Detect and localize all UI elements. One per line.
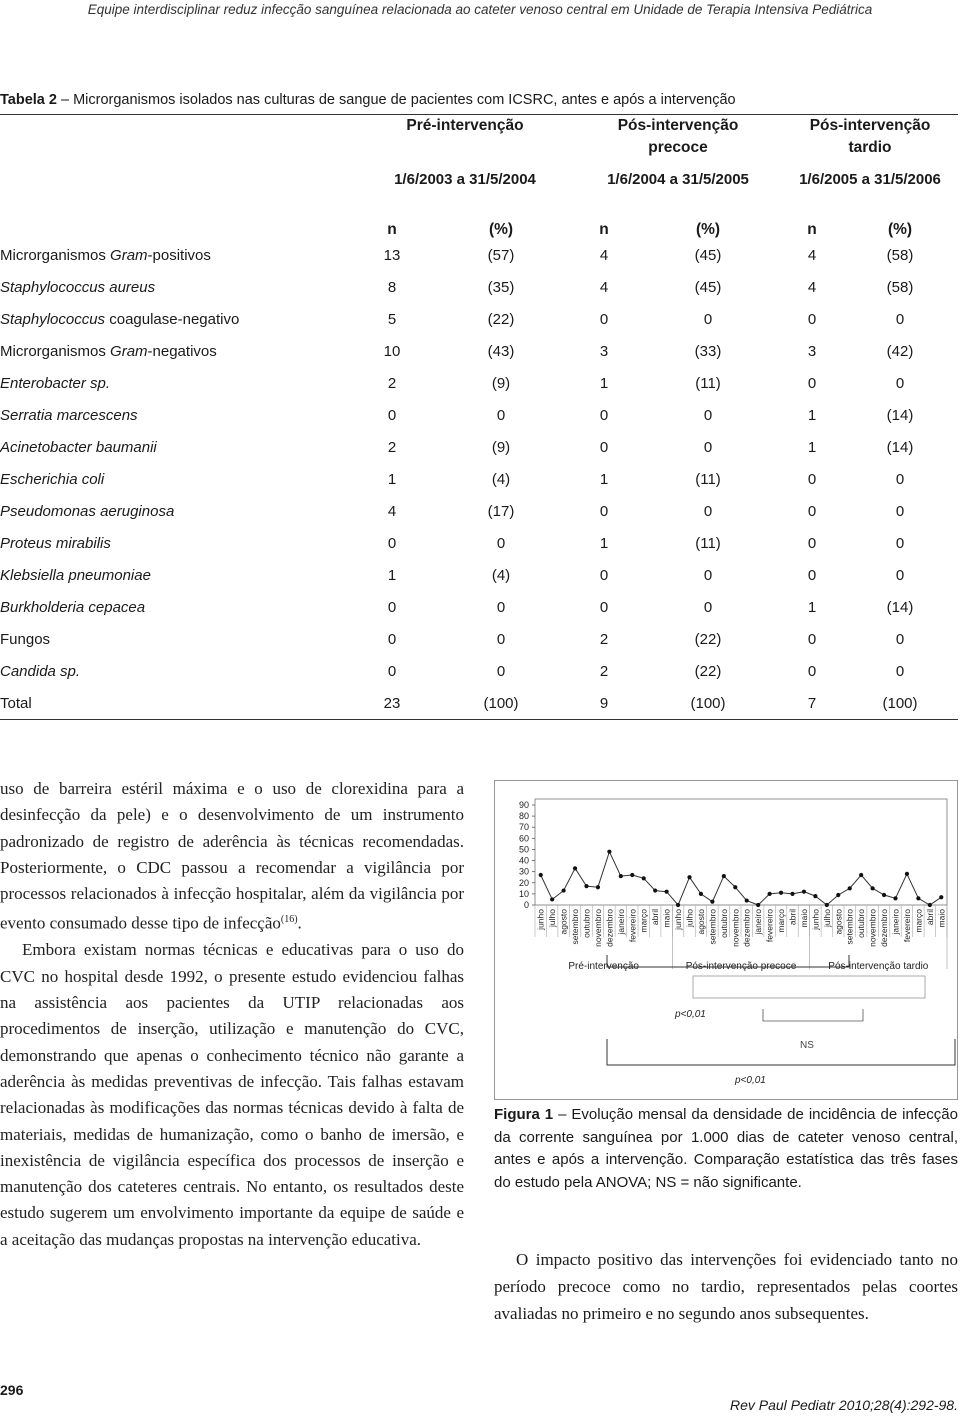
data-point xyxy=(825,903,829,907)
cell-count: 0 xyxy=(807,502,817,520)
cell-count: 0 xyxy=(387,662,397,680)
phase-label: Pré-intervenção xyxy=(568,961,639,972)
data-point xyxy=(802,890,806,894)
cell-percent: 0 xyxy=(703,310,713,328)
cell-percent: 0 xyxy=(895,470,905,488)
figure-caption-text: – Evolução mensal da densidade de incidência de infecção da corrente sanguínea por 1.000 dias de cateter venoso central, antes e após a intervenção. Comparação estatística das três fases do estudo pela ANOVA; NS = não significante. xyxy=(494,1106,958,1191)
x-tick-label: julho xyxy=(684,909,695,927)
x-tick-label: março xyxy=(913,909,924,933)
data-point xyxy=(687,875,691,879)
x-tick-label: agosto xyxy=(558,909,569,935)
x-tick-label: dezembro xyxy=(879,909,890,947)
cell-count: 1 xyxy=(807,598,817,616)
table-row xyxy=(0,527,958,559)
col-n: n xyxy=(807,221,817,238)
col-n: n xyxy=(599,221,609,238)
comparison-label: p<0,01 xyxy=(735,1075,766,1086)
cell-count: 1 xyxy=(807,406,817,424)
cell-percent: 0 xyxy=(895,630,905,648)
cell-percent: (45) xyxy=(694,278,722,296)
figure-1 xyxy=(494,780,958,1100)
table-caption-label: Tabela 2 xyxy=(0,92,57,108)
cell-percent: 0 xyxy=(703,502,713,520)
cell-count: 7 xyxy=(782,687,842,720)
microorganisms-table xyxy=(0,114,958,720)
data-point xyxy=(790,892,794,896)
cell-percent: (42) xyxy=(886,342,914,360)
data-point xyxy=(745,898,749,902)
x-tick-label: janeiro xyxy=(890,909,901,935)
cell-count: 0 xyxy=(807,662,817,680)
x-tick-label: novembro xyxy=(730,909,741,947)
figure-caption xyxy=(494,1104,958,1194)
cell-percent: 0 xyxy=(895,662,905,680)
data-point xyxy=(848,886,852,890)
data-point xyxy=(619,874,623,878)
page-number: 296 xyxy=(0,1382,24,1398)
cell-percent: (45) xyxy=(694,246,722,264)
data-point xyxy=(733,885,737,889)
paragraph: uso de barreira estéril máxima e o uso de clorexidina para a desinfecção da pele) e o desenvolvimento de um instrumento padronizado de registro de aderência às técnicas recomendadas. Posteriormente, o CDC passou a recomendar a vigilância por processos relacionados à infecção hospitalar, além da vigilância por evento consumado desse tipo de infecção$^{(16)}$. xyxy=(0,779,464,934)
cell-percent: 0 xyxy=(496,630,506,648)
cell-percent: 0 xyxy=(496,598,506,616)
table-row xyxy=(0,655,958,687)
col-pct: (%) xyxy=(695,221,721,238)
cell-count: 4 xyxy=(807,278,817,296)
cell-percent: (22) xyxy=(694,662,722,680)
cell-count: 0 xyxy=(807,470,817,488)
period-dates-pre: 1/6/2003 a 31/5/2004 xyxy=(394,170,536,188)
x-tick-label: novembro xyxy=(592,909,603,947)
x-tick-label: setembro xyxy=(707,909,718,945)
cell-count: 0 xyxy=(599,406,609,424)
table-row xyxy=(0,591,958,623)
cell-count: 0 xyxy=(807,534,817,552)
x-tick-label: janeiro xyxy=(753,909,764,935)
body-text-left xyxy=(0,776,464,1253)
col-pct: (%) xyxy=(488,221,514,238)
y-tick-label: 90 xyxy=(518,800,529,810)
x-tick-label: outubro xyxy=(856,909,867,938)
cell-percent: (100) xyxy=(842,687,958,720)
x-tick-label: março xyxy=(776,909,787,933)
cell-percent: (43) xyxy=(487,342,515,360)
cell-count: 0 xyxy=(387,406,397,424)
y-tick-label: 10 xyxy=(518,888,529,899)
incidence-line-chart xyxy=(495,781,957,1099)
cell-percent: 0 xyxy=(496,534,506,552)
cell-percent: (22) xyxy=(694,630,722,648)
cell-percent: 0 xyxy=(895,566,905,584)
cell-count: 0 xyxy=(599,566,609,584)
x-tick-label: abril xyxy=(650,909,661,926)
cell-percent: (11) xyxy=(695,374,721,392)
x-tick-label: maio xyxy=(936,909,947,928)
y-tick-label: 60 xyxy=(518,833,529,844)
row-label: Staphylococcus aureus xyxy=(0,278,156,296)
data-point xyxy=(871,886,875,890)
table-row xyxy=(0,431,958,463)
row-label: Burkholderia cepacea xyxy=(0,598,146,616)
data-point xyxy=(653,888,657,892)
x-tick-label: setembro xyxy=(844,909,855,945)
y-tick-label: 20 xyxy=(518,877,529,888)
cell-percent: 0 xyxy=(703,598,713,616)
x-tick-label: agosto xyxy=(833,909,844,935)
cell-count: 0 xyxy=(387,630,397,648)
x-tick-label: março xyxy=(638,909,649,933)
y-tick-label: 30 xyxy=(518,866,529,877)
cell-percent: (100) xyxy=(634,687,782,720)
y-tick-label: 50 xyxy=(518,844,529,855)
cell-percent: 0 xyxy=(496,406,506,424)
y-tick-label: 80 xyxy=(518,811,529,822)
table-row xyxy=(0,559,958,591)
period-dates-late: 1/6/2005 a 31/5/2006 xyxy=(799,170,941,188)
cell-percent: 0 xyxy=(895,310,905,328)
data-point xyxy=(710,900,714,904)
cell-count: 1 xyxy=(387,566,397,584)
data-point xyxy=(699,892,703,896)
cell-percent: 0 xyxy=(895,502,905,520)
data-point xyxy=(607,850,611,854)
period-dates-early: 1/6/2004 a 31/5/2005 xyxy=(607,170,749,188)
cell-count: 2 xyxy=(599,630,609,648)
period-header-early: Pós-intervenção precoce xyxy=(617,117,739,156)
cell-percent: (33) xyxy=(694,342,722,360)
cell-percent: 0 xyxy=(703,566,713,584)
cell-count: 3 xyxy=(807,342,817,360)
col-pct: (%) xyxy=(887,221,913,238)
cell-count: 10 xyxy=(383,342,401,360)
cell-percent: (58) xyxy=(886,278,914,296)
x-tick-label: outubro xyxy=(718,909,729,938)
data-point xyxy=(882,893,886,897)
cell-count: 0 xyxy=(807,310,817,328)
cell-percent: (4) xyxy=(491,470,511,488)
cell-percent: (14) xyxy=(886,406,914,424)
cell-count: 0 xyxy=(807,374,817,392)
cell-count: 4 xyxy=(807,246,817,264)
data-point xyxy=(596,885,600,889)
x-tick-label: junho xyxy=(535,909,546,930)
y-tick-label: 40 xyxy=(518,855,529,866)
table-row xyxy=(0,303,958,335)
running-head: Equipe interdisciplinar reduz infecção sanguínea relacionada ao cateter venoso central em Unidade de Terapia Intensiva Pediátrica xyxy=(87,2,873,17)
cell-percent: (11) xyxy=(695,534,721,552)
data-point xyxy=(836,893,840,897)
cell-percent: 0 xyxy=(895,534,905,552)
table-row xyxy=(0,335,958,367)
data-point xyxy=(630,873,634,877)
row-label: Enterobacter sp. xyxy=(0,374,111,392)
row-label: Candida sp. xyxy=(0,662,81,680)
data-point xyxy=(768,892,772,896)
cell-percent: (9) xyxy=(491,374,511,392)
cell-percent: 0 xyxy=(703,406,713,424)
cell-count: 0 xyxy=(807,630,817,648)
data-point xyxy=(756,903,760,907)
cell-count: 1 xyxy=(387,470,397,488)
paragraph: Embora existam normas técnicas e educativas para o uso do CVC no hospital desde 1992, o presente estudo evidenciou falhas na assistência aos pacientes da UTIP relacionadas aos procedimentos de inserção, utilização e manutenção do CVC, demonstrando que apenas o conhecimento técnico não garante a aderência às medidas preventivas de infecção. Tais falhas estavam relacionadas às modificações das normas técnicas devido à falta de materiais, medidas de humanização, como o banho de imersão, e inexistência de vigilância específica dos processos de inserção e manutenção dos cateteres centrais. No entanto, os resultados deste estudo sugerem um envolvimento importante da equipe de saúde e a aceitação das mudanças propostas na intervenção educativa. xyxy=(0,940,464,1249)
cell-count: 2 xyxy=(387,438,397,456)
cell-count: 23 xyxy=(356,687,428,720)
cell-count: 1 xyxy=(807,438,817,456)
cell-count: 0 xyxy=(599,502,609,520)
x-tick-label: setembro xyxy=(570,909,581,945)
row-label: Microrganismos Gram-positivos xyxy=(0,246,211,264)
x-tick-label: agosto xyxy=(695,909,706,935)
x-tick-label: janeiro xyxy=(615,909,626,935)
header-blank xyxy=(0,115,356,160)
x-tick-label: abril xyxy=(924,909,935,926)
cell-count: 1 xyxy=(599,374,609,392)
cell-count: 2 xyxy=(599,662,609,680)
comparison-box xyxy=(693,976,925,998)
x-tick-label: novembro xyxy=(867,909,878,947)
x-tick-label: abril xyxy=(787,909,798,926)
table-row xyxy=(0,239,958,271)
row-label: Microrganismos Gram-negativos xyxy=(0,342,217,360)
table-caption-text: – Microrganismos isolados nas culturas de sangue de pacientes com ICSRC, antes e após a intervenção xyxy=(56,92,736,108)
cell-percent: 0 xyxy=(895,374,905,392)
x-tick-label: maio xyxy=(798,909,809,928)
cell-count: 4 xyxy=(387,502,397,520)
plot-area xyxy=(535,799,947,905)
y-tick-label: 0 xyxy=(523,900,529,910)
data-point xyxy=(928,903,932,907)
series-line xyxy=(541,852,942,905)
x-tick-label: junho xyxy=(810,909,821,930)
comparison-label: p<0,01 xyxy=(675,1009,706,1020)
data-point xyxy=(939,895,943,899)
row-label: Staphylococcus coagulase-negativo xyxy=(0,310,240,328)
comparison-label: NS xyxy=(800,1040,814,1051)
data-point xyxy=(665,890,669,894)
bracket-early-vs-late xyxy=(763,1009,863,1021)
data-point xyxy=(893,896,897,900)
cell-count: 3 xyxy=(599,342,609,360)
row-label: Proteus mirabilis xyxy=(0,534,111,552)
cell-count: 9 xyxy=(574,687,634,720)
cell-percent: (14) xyxy=(886,598,914,616)
y-tick-label: 70 xyxy=(518,822,529,833)
table-row xyxy=(0,367,958,399)
row-label: Fungos xyxy=(0,630,51,648)
cell-percent: (17) xyxy=(487,502,515,520)
cell-count: 13 xyxy=(383,246,401,264)
cell-count: 1 xyxy=(599,534,609,552)
data-point xyxy=(676,903,680,907)
cell-percent: (9) xyxy=(491,438,511,456)
data-point xyxy=(573,866,577,870)
row-label: Escherichia coli xyxy=(0,470,105,488)
x-tick-label: outubro xyxy=(581,909,592,938)
data-point xyxy=(813,894,817,898)
data-point xyxy=(722,874,726,878)
period-header-pre: Pré-intervenção xyxy=(406,117,524,134)
figure-caption-label: Figura 1 xyxy=(494,1106,554,1123)
table-row xyxy=(0,399,958,431)
cell-count: 8 xyxy=(387,278,397,296)
data-point xyxy=(550,897,554,901)
x-tick-label: dezembro xyxy=(604,909,615,947)
cell-percent: (100) xyxy=(428,687,574,720)
x-tick-label: dezembro xyxy=(741,909,752,947)
cell-percent: (57) xyxy=(487,246,515,264)
x-tick-label: fevereiro xyxy=(901,909,912,943)
table-caption xyxy=(0,92,736,108)
data-point xyxy=(562,888,566,892)
x-tick-label: fevereiro xyxy=(627,909,638,943)
cell-percent: (22) xyxy=(487,310,515,328)
row-label: Pseudomonas aeruginosa xyxy=(0,502,175,520)
data-point xyxy=(859,873,863,877)
cell-count: 0 xyxy=(599,598,609,616)
x-tick-label: maio xyxy=(661,909,672,928)
cell-percent: 0 xyxy=(703,438,713,456)
table-row xyxy=(0,463,958,495)
cell-percent: (14) xyxy=(886,438,914,456)
cell-count: 5 xyxy=(387,310,397,328)
col-n: n xyxy=(387,221,397,238)
data-point xyxy=(905,872,909,876)
row-label: Serratia marcescens xyxy=(0,406,138,424)
reference-marker: (16) xyxy=(280,914,298,926)
cell-percent: (35) xyxy=(487,278,515,296)
cell-count: 0 xyxy=(387,534,397,552)
phase-label: Pós-intervenção precoce xyxy=(685,961,797,972)
table-row xyxy=(0,271,958,303)
cell-count: 4 xyxy=(599,246,609,264)
data-point xyxy=(779,891,783,895)
cell-count: 0 xyxy=(599,310,609,328)
table-row xyxy=(0,623,958,655)
cell-count: 0 xyxy=(599,438,609,456)
x-tick-label: julho xyxy=(821,909,832,927)
cell-count: 2 xyxy=(387,374,397,392)
x-tick-label: julho xyxy=(547,909,558,927)
row-label: Acinetobacter baumanii xyxy=(0,438,157,456)
cell-count: 1 xyxy=(599,470,609,488)
x-tick-label: junho xyxy=(673,909,684,930)
period-header-late: Pós-intervenção tardio xyxy=(809,117,931,156)
cell-count: 0 xyxy=(807,566,817,584)
cell-count: 0 xyxy=(387,598,397,616)
row-label: Klebsiella pneumoniae xyxy=(0,566,151,584)
table-row xyxy=(0,495,958,527)
cell-percent: (58) xyxy=(886,246,914,264)
cell-percent: 0 xyxy=(496,662,506,680)
table-row xyxy=(0,687,958,720)
cell-percent: (11) xyxy=(695,470,721,488)
x-tick-label: fevereiro xyxy=(764,909,775,943)
cell-count: 4 xyxy=(599,278,609,296)
row-label: Total xyxy=(0,687,356,720)
data-point xyxy=(539,873,543,877)
data-point xyxy=(916,896,920,900)
bracket-pre-vs-late xyxy=(607,1039,955,1065)
body-text-right: O impacto positivo das intervenções foi evidenciado tanto no período precoce como no tardio, representados pelas coortes avaliadas no primeiro e no segundo anos subsequentes. xyxy=(494,1250,958,1323)
data-point xyxy=(584,884,588,888)
data-point xyxy=(642,876,646,880)
cell-percent: (4) xyxy=(491,566,511,584)
phase-label: Pós-intervenção tardio xyxy=(828,961,929,972)
journal-reference: Rev Paul Pediatr 2010;28(4):292-98. xyxy=(729,1397,958,1413)
